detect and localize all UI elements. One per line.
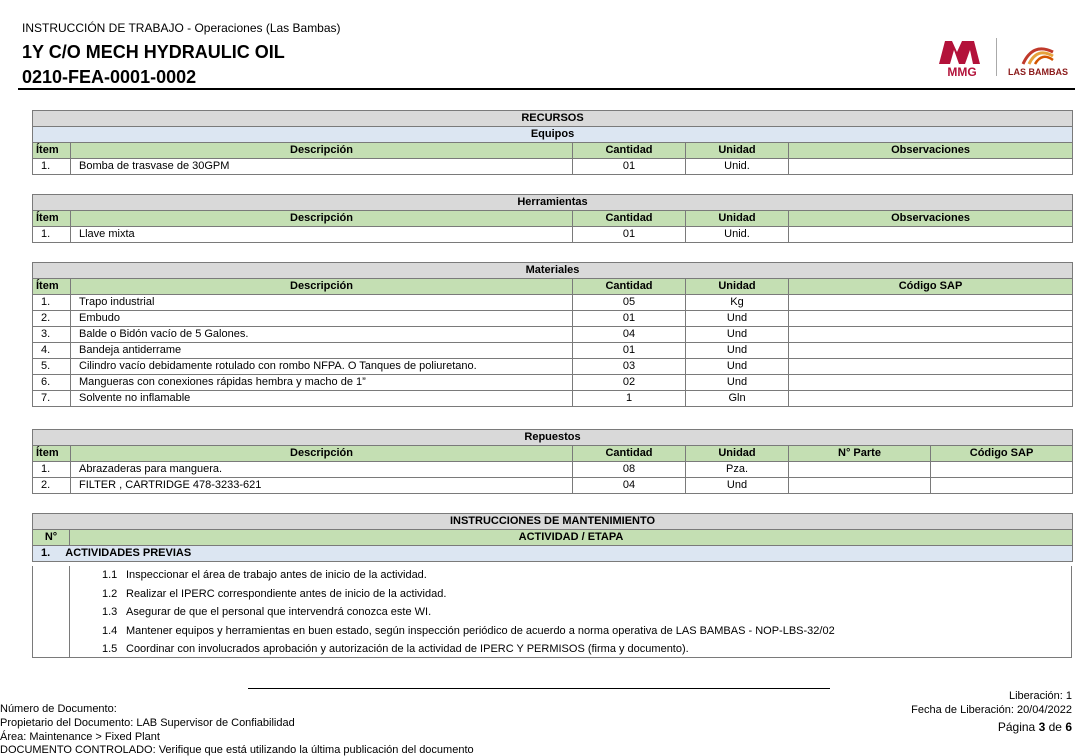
item-extra xyxy=(789,343,1073,359)
item-unit: Kg xyxy=(686,295,789,311)
item-unit: Unid. xyxy=(686,159,789,175)
equipos-title: Equipos xyxy=(33,127,1073,143)
table-row xyxy=(33,478,1073,494)
page-of: de xyxy=(1048,720,1062,734)
page-indicator xyxy=(998,720,1072,734)
col-unidad: Unidad xyxy=(686,143,789,159)
table-row xyxy=(33,311,1073,327)
table-row xyxy=(33,462,1073,478)
table-row xyxy=(33,391,1073,407)
materiales-title: Materiales xyxy=(33,263,1073,279)
col-cantidad: Cantidad xyxy=(573,143,686,159)
item-description: Solvente no inflamable xyxy=(71,391,573,407)
item-description: Balde o Bidón vacío de 5 Galones. xyxy=(71,327,573,343)
item-description: Trapo industrial xyxy=(71,295,573,311)
table-row xyxy=(33,227,1073,243)
activity-step xyxy=(102,606,431,618)
step-text: Asegurar de que el personal que intervendrá conozca este WI. xyxy=(126,606,432,618)
col-descripcion: Descripción xyxy=(71,279,573,295)
col-descripcion: Descripción xyxy=(71,446,573,462)
item-number: 1. xyxy=(33,295,71,311)
col-actividad: ACTIVIDAD / ETAPA xyxy=(70,530,1073,546)
item-observations xyxy=(789,227,1073,243)
col-numero: N° xyxy=(33,530,70,546)
item-quantity: 08 xyxy=(573,462,686,478)
repuestos-table xyxy=(32,429,1073,494)
col-observaciones: Observaciones xyxy=(789,211,1073,227)
col-observaciones: Observaciones xyxy=(789,143,1073,159)
col-descripcion: Descripción xyxy=(71,143,573,159)
col-cantidad: Cantidad xyxy=(573,446,686,462)
table-row xyxy=(33,343,1073,359)
table-row xyxy=(33,375,1073,391)
col-item: Ítem xyxy=(33,211,71,227)
activity-section xyxy=(33,546,1073,562)
materiales-table xyxy=(32,262,1073,407)
col-item: Ítem xyxy=(33,446,71,462)
mmg-logo-text: MMG xyxy=(947,65,977,78)
step-number: 1.5 xyxy=(102,643,118,655)
col-codigo-sap: Código SAP xyxy=(789,279,1073,295)
document-code: 0210-FEA-0001-0002 xyxy=(22,67,197,87)
item-extra xyxy=(789,311,1073,327)
activity-step xyxy=(102,625,835,637)
item-description: FILTER , CARTRIDGE 478-3233-621 xyxy=(71,478,573,494)
footer-release-date: Fecha de Liberación: 20/04/2022 xyxy=(911,704,1072,716)
col-unidad: Unidad xyxy=(686,211,789,227)
page-label: Página xyxy=(997,720,1036,734)
step-text: Mantener equipos y herramientas en buen estado, según inspección periódico de acuerdo a norma operativa de LAS BAMBAS - NOP-LBS-32/02 xyxy=(126,624,835,637)
item-observations xyxy=(789,159,1073,175)
item-extra xyxy=(789,478,931,494)
table-row xyxy=(33,359,1073,375)
col-cantidad: Cantidad xyxy=(573,211,686,227)
item-number: 1. xyxy=(33,462,71,478)
step-text: Inspeccionar el área de trabajo antes de inicio de la actividad. xyxy=(126,569,427,581)
item-unit: Unid. xyxy=(686,227,789,243)
footer-rule xyxy=(248,688,830,689)
item-extra xyxy=(789,295,1073,311)
item-number: 7. xyxy=(33,391,71,407)
item-extra xyxy=(789,359,1073,375)
footer-area: Área: Maintenance > Fixed Plant xyxy=(0,731,160,743)
item-description: Cilindro vacío debidamente rotulado con rombo NFPA. O Tanques de poliuretano. xyxy=(71,359,573,375)
instrucciones-table xyxy=(32,513,1073,562)
item-extra xyxy=(789,375,1073,391)
section-title: ACTIVIDADES PREVIAS xyxy=(65,547,192,559)
step-number: 1.2 xyxy=(102,587,118,600)
item-description: Abrazaderas para manguera. xyxy=(71,462,573,478)
item-quantity: 04 xyxy=(573,327,686,343)
step-text: Coordinar con involucrados aprobación y autorización de la actividad de IPERC Y PERMISOS (firma y documento). xyxy=(126,643,689,655)
document-type: INSTRUCCIÓN DE TRABAJO - Operaciones (Las Bambas) xyxy=(22,21,341,35)
header-rule xyxy=(18,88,1075,90)
page-total: 6 xyxy=(1065,720,1072,734)
item-quantity: 02 xyxy=(573,375,686,391)
item-unit: Gln xyxy=(686,391,789,407)
item-number: 6. xyxy=(33,375,71,391)
item-unit: Und xyxy=(686,478,789,494)
item-extra xyxy=(789,327,1073,343)
step-number: 1.3 xyxy=(102,606,118,618)
item-extra-2 xyxy=(931,478,1073,494)
item-quantity: 01 xyxy=(573,227,686,243)
footer-doc-number: Número de Documento: xyxy=(0,703,117,715)
col-unidad: Unidad xyxy=(686,446,789,462)
item-unit: Pza. xyxy=(686,462,789,478)
item-quantity: 01 xyxy=(573,343,686,359)
item-quantity: 1 xyxy=(573,391,686,407)
item-number: 2. xyxy=(33,478,71,494)
section-number: 1. xyxy=(41,547,51,559)
item-extra xyxy=(789,391,1073,407)
table-row xyxy=(33,295,1073,311)
item-extra xyxy=(789,462,931,478)
step-number: 1.4 xyxy=(102,624,118,637)
step-number: 1.1 xyxy=(102,569,118,581)
instrucciones-title: INSTRUCCIONES DE MANTENIMIENTO xyxy=(33,514,1073,530)
col-codigo-sap: Código SAP xyxy=(931,446,1073,462)
item-description: Mangueras con conexiones rápidas hembra y macho de 1” xyxy=(71,375,573,391)
activity-step xyxy=(102,588,446,600)
item-number: 1. xyxy=(33,227,71,243)
mmg-logo xyxy=(938,38,986,78)
las-bambas-logo-text: LAS BAMBAS xyxy=(1008,67,1068,77)
item-quantity: 04 xyxy=(573,478,686,494)
item-number: 5. xyxy=(33,359,71,375)
col-unidad: Unidad xyxy=(686,279,789,295)
item-unit: Und xyxy=(686,343,789,359)
col-cantidad: Cantidad xyxy=(573,279,686,295)
col-item: Ítem xyxy=(33,279,71,295)
item-unit: Und xyxy=(686,311,789,327)
col-item: Ítem xyxy=(33,143,71,159)
table-row xyxy=(33,327,1073,343)
item-number: 2. xyxy=(33,311,71,327)
logo-divider xyxy=(996,38,997,76)
item-quantity: 01 xyxy=(573,159,686,175)
activity-steps xyxy=(32,566,1072,658)
footer-controlled-notice: DOCUMENTO CONTROLADO: Verifique que está utilizando la última publicación del documento xyxy=(0,744,474,756)
item-number: 3. xyxy=(33,327,71,343)
col-descripcion: Descripción xyxy=(71,211,573,227)
footer-release: Liberación: 1 xyxy=(1009,690,1072,702)
item-description: Embudo xyxy=(71,311,573,327)
page-current: 3 xyxy=(1038,720,1046,734)
herramientas-title: Herramientas xyxy=(33,195,1073,211)
las-bambas-logo xyxy=(1003,38,1073,78)
repuestos-title: Repuestos xyxy=(33,430,1073,446)
equipos-table xyxy=(32,110,1073,175)
footer-owner: Propietario del Documento: LAB Supervisor de Confiabilidad xyxy=(0,717,295,729)
item-unit: Und xyxy=(686,375,789,391)
item-quantity: 03 xyxy=(573,359,686,375)
item-description: Bomba de trasvase de 30GPM xyxy=(71,159,573,175)
item-description: Bandeja antiderrame xyxy=(71,343,573,359)
herramientas-table xyxy=(32,194,1073,243)
document-title: 1Y C/O MECH HYDRAULIC OIL xyxy=(22,42,285,62)
item-description: Llave mixta xyxy=(71,227,573,243)
table-row xyxy=(33,159,1073,175)
item-quantity: 01 xyxy=(573,311,686,327)
item-quantity: 05 xyxy=(573,295,686,311)
step-text: Realizar el IPERC correspondiente antes de inicio de la actividad. xyxy=(126,587,447,600)
recursos-title: RECURSOS xyxy=(33,111,1073,127)
item-number: 4. xyxy=(33,343,71,359)
col-numero-parte: N° Parte xyxy=(789,446,931,462)
item-number: 1. xyxy=(33,159,71,175)
item-extra-2 xyxy=(931,462,1073,478)
item-unit: Und xyxy=(686,327,789,343)
activity-step xyxy=(102,643,689,655)
activity-step xyxy=(102,569,427,581)
item-unit: Und xyxy=(686,359,789,375)
